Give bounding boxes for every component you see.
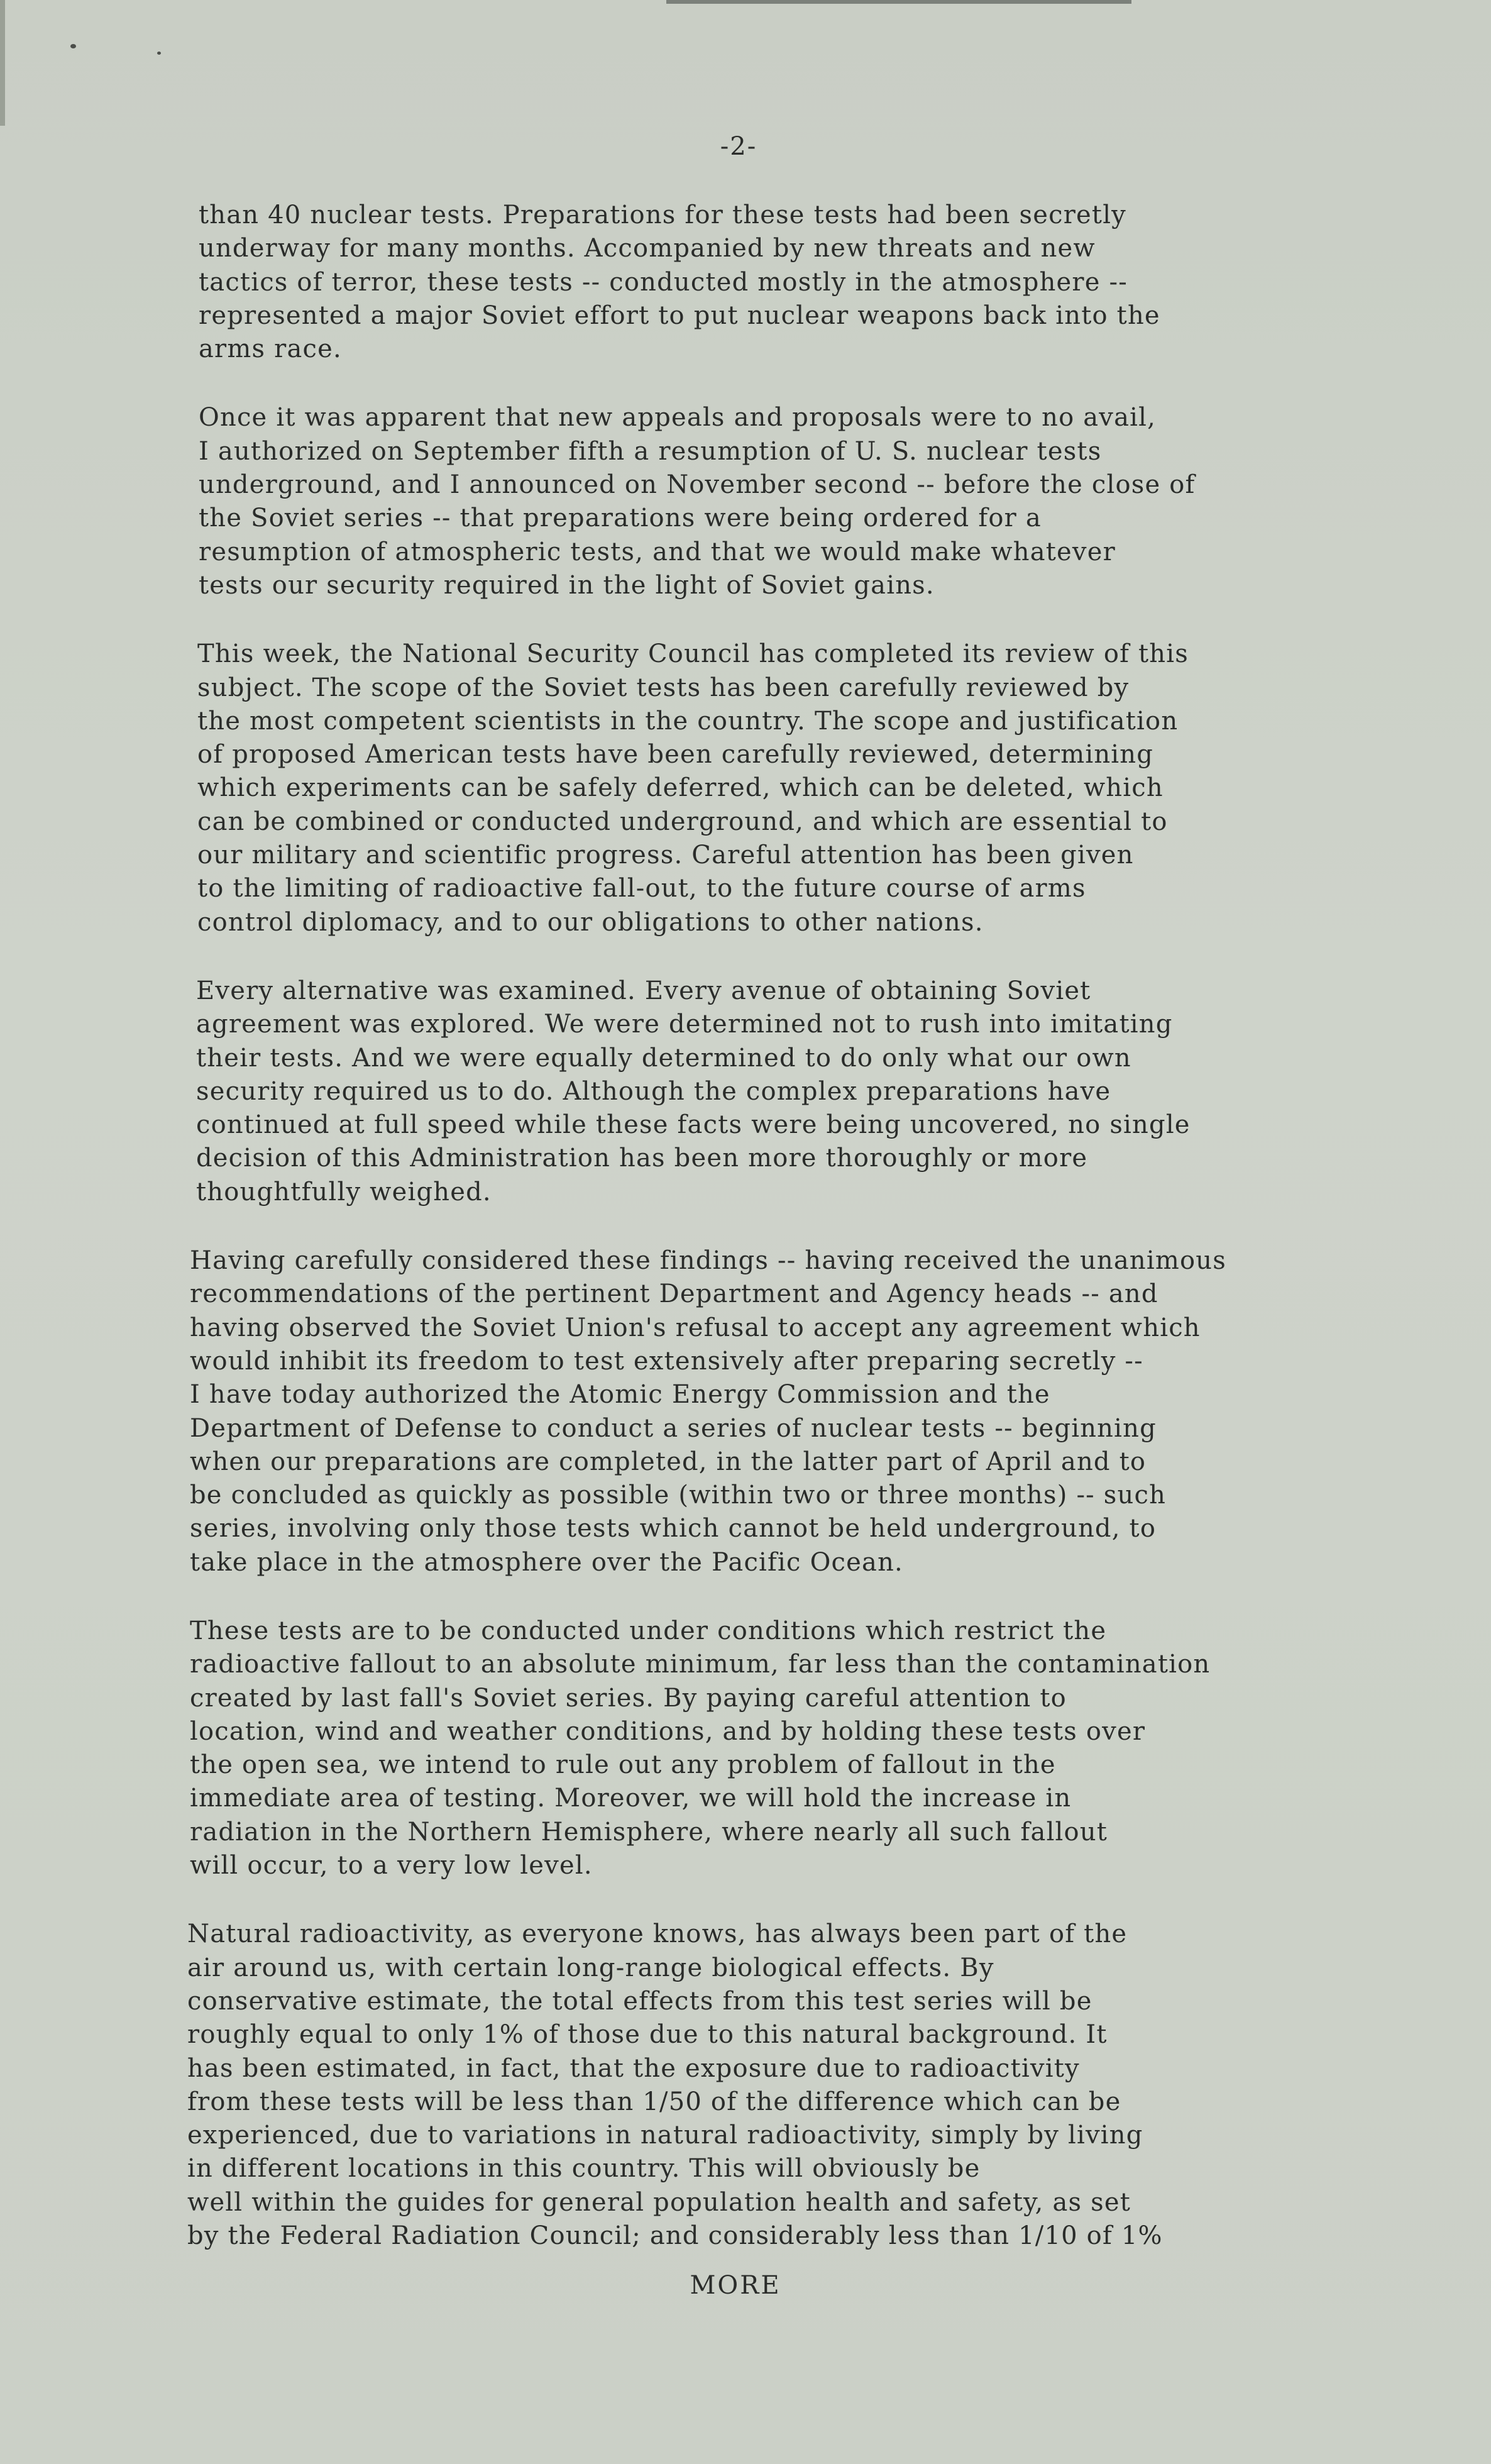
text-line: which experiments can be safely deferred, which can be deleted, which: [197, 773, 1164, 803]
text-line: to the limiting of radioactive fall-out, to the future course of arms: [197, 874, 1086, 903]
text-line: would inhibit its freedom to test extensively after preparing secretly --: [190, 1346, 1143, 1376]
paper-speck: [157, 52, 161, 55]
top-edge-rule: [666, 0, 1131, 4]
text-line: location, wind and weather conditions, and by holding these tests over: [190, 1716, 1146, 1746]
continuation-marker: MORE: [690, 2271, 781, 2300]
text-line: thoughtfully weighed.: [196, 1177, 492, 1207]
text-line: decision of this Administration has been more thoroughly or more: [196, 1144, 1088, 1173]
text-line: I authorized on September fifth a resumption of U. S. nuclear tests: [199, 436, 1102, 466]
text-line: underway for many months. Accompanied by new threats and new: [199, 234, 1096, 263]
paragraph-7: [187, 1918, 1346, 2253]
text-line: tactics of terror, these tests -- conducted mostly in the atmosphere --: [199, 267, 1128, 297]
text-line: radiation in the Northern Hemisphere, where nearly all such fallout: [190, 1817, 1108, 1847]
text-line: the open sea, we intend to rule out any problem of fallout in the: [190, 1750, 1056, 1780]
text-line: roughly equal to only 1% of those due to this natural background. It: [187, 2020, 1108, 2050]
text-line: the Soviet series -- that preparations were being ordered for a: [199, 504, 1042, 533]
text-line: when our preparations are completed, in the latter part of April and to: [190, 1447, 1147, 1476]
text-line: represented a major Soviet effort to put nuclear weapons back into the: [199, 301, 1160, 330]
text-line: having observed the Soviet Union's refusal to accept any agreement which: [190, 1313, 1201, 1342]
text-line: our military and scientific progress. Careful attention has been given: [197, 841, 1134, 870]
text-line: tests our security required in the light of Soviet gains.: [199, 570, 935, 600]
text-line: control diplomacy, and to our obligations to other nations.: [197, 907, 984, 937]
text-line: subject. The scope of the Soviet tests has been carefully reviewed by: [197, 673, 1130, 702]
paragraph-5: [190, 1244, 1346, 1579]
text-line: their tests. And we were equally determined to do only what our own: [196, 1043, 1131, 1073]
text-line: security required us to do. Although the complex preparations have: [196, 1076, 1111, 1106]
paragraph-3: [196, 638, 1346, 939]
text-line: experienced, due to variations in natural radioactivity, simply by living: [187, 2121, 1143, 2150]
text-line: continued at full speed while these facts were being uncovered, no single: [196, 1110, 1191, 1140]
text-line: well within the guides for general population health and safety, as set: [187, 2187, 1131, 2217]
text-line: Every alternative was examined. Every avenue of obtaining Soviet: [196, 976, 1091, 1005]
text-line: conservative estimate, the total effects from this test series will be: [187, 1986, 1092, 2016]
text-line: series, involving only those tests which cannot be held underground, to: [190, 1514, 1157, 1544]
paragraph-4: [196, 975, 1346, 1209]
text-line: than 40 nuclear tests. Preparations for these tests had been secretly: [199, 201, 1126, 229]
body-text: [187, 199, 1346, 2288]
text-line: resumption of atmospheric tests, and that we would make whatever: [199, 537, 1116, 566]
text-line: be concluded as quickly as possible (within two or three months) -- such: [190, 1481, 1167, 1510]
text-line: These tests are to be conducted under conditions which restrict the: [190, 1616, 1107, 1645]
paragraph-6: [190, 1615, 1346, 1882]
text-line: will occur, to a very low level.: [190, 1851, 593, 1881]
text-line: has been estimated, in fact, that the exposure due to radioactivity: [187, 2053, 1080, 2083]
text-line: radioactive fallout to an absolute minimum, far less than the contamination: [190, 1650, 1211, 1679]
text-line: recommendations of the pertinent Department and Agency heads -- and: [190, 1279, 1158, 1309]
text-line: Natural radioactivity, as everyone knows, has always been part of the: [187, 1920, 1128, 1949]
text-line: take place in the atmosphere over the Pacific Ocean.: [190, 1547, 903, 1577]
text-line: Having carefully considered these findings -- having received the unanimous: [190, 1246, 1226, 1276]
text-line: the most competent scientists in the country. The scope and justification: [197, 706, 1179, 736]
left-edge-mark: [0, 0, 5, 126]
text-line: agreement was explored. We were determined not to rush into imitating: [196, 1010, 1173, 1039]
text-line: created by last fall's Soviet series. By paying careful attention to: [190, 1683, 1067, 1713]
paragraph-1: [196, 199, 1346, 366]
text-line: of proposed American tests have been carefully reviewed, determining: [197, 740, 1154, 770]
text-line: Once it was apparent that new appeals and proposals were to no avail,: [199, 403, 1157, 433]
text-line: can be combined or conducted underground, and which are essential to: [197, 807, 1168, 836]
text-line: arms race.: [199, 334, 342, 364]
text-line: underground, and I announced on November second -- before the close of: [199, 470, 1196, 500]
page-number: -2-: [720, 132, 757, 161]
text-line: I have today authorized the Atomic Energy Commission and the: [190, 1380, 1050, 1410]
text-line: This week, the National Security Council has completed its review of this: [197, 639, 1189, 669]
text-line: immediate area of testing. Moreover, we will hold the increase in: [190, 1784, 1072, 1813]
text-line: Department of Defense to conduct a series of nuclear tests -- beginning: [190, 1413, 1157, 1443]
paper-speck: [70, 44, 76, 48]
text-line: air around us, with certain long-range biological effects. By: [187, 1953, 994, 1982]
text-line: in different locations in this country. This will obviously be: [187, 2154, 981, 2184]
text-line: from these tests will be less than 1/50 of the difference which can be: [187, 2087, 1121, 2116]
paragraph-2: [196, 401, 1346, 602]
text-line: by the Federal Radiation Council; and considerably less than 1/10 of 1%: [187, 2221, 1163, 2251]
